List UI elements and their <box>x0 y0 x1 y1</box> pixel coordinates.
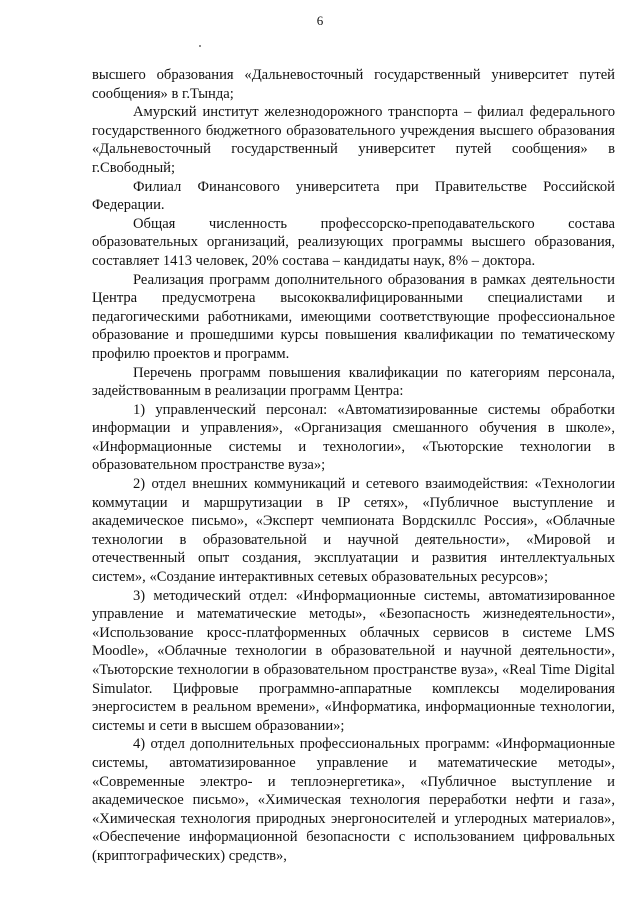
paragraph-finance-university: Филиал Финансового университета при Правительстве Российской Федерации. <box>92 178 615 214</box>
paragraph-programs-implementation: Реализация программ дополнительного образования в рамках деятельности Центра предусмотрена высококвалифицированными специалистами и педагогическими работниками, имеющими соответствующие профессиональное образование и прошедшими курсы повышения квалификации по тематическому профилю проектов и программ. <box>92 271 615 362</box>
list-item-additional-programs: 4) отдел дополнительных профессиональных программ: «Информационные системы, автоматизированное управление и математические методы», «Современные электро- и теплоэнергетика», «Публичное выступление и академическое письмо», «Химическая технология переработки нефти и газа», «Химическая технология природных энергоносителей и углеродных материалов», «Обеспечение информационной безопасности с использованием цифровальных (криптографических) средств», <box>92 736 615 864</box>
list-item-methodical-department: 3) методический отдел: «Информационные системы, автоматизированное управление и математические методы», «Безопасность жизнедеятельности», «Использование кросс-платформенных облачных сервисов в системе LMS Moodle», «Облачные технологии в образовательной и научной деятельности», «Тьюторские технологии в образовательном пространстве вуза», «Real Time Digital Simulator. Цифровые программно-аппаратные комплексы моделирования энергосистем в реальном времени», «Информатика, информационные технологии, системы и сети в высшем образовании»; <box>92 587 615 734</box>
paragraph-amur-institute: Амурский институт железнодорожного транспорта – филиал федерального государственного бюджетного образовательного учреждения высшего образования «Дальневосточный государственный университет путей сообщения» в г.Свободный; <box>92 104 615 176</box>
paragraph-staff-count: Общая численность профессорско-преподавательского состава образовательных организаций, реализующих программы высшего образования, составляет 1413 человек, 20% состава – кандидаты наук, 8% – доктора. <box>92 215 615 269</box>
paragraph-continuation: высшего образования «Дальневосточный государственный университет путей сообщения» в г.Тында; <box>92 67 615 102</box>
page-number: 6 <box>316 13 324 28</box>
document-body <box>92 66 615 866</box>
list-item-management: 1) управленческий персонал: «Автоматизированные системы обработки информации и управления», «Организация смешанного обучения в школе», «Информационные системы и технологии», «Тьюторские технологии в образовательном пространстве вуза»; <box>92 401 615 474</box>
list-item-external-communications: 2) отдел внешних коммуникаций и сетевого взаимодействия: «Технологии коммутации и маршрутизации в IP сетях», «Публичное выступление и академическое письмо», «Эксперт чемпионата Вордскиллс Россия», «Облачные технологии в образовательной и научной деятельности», «Мировой и отечественный опыт создания, эксплуатации и развития интеллектуальных систем», «Создание интерактивных сетевых образовательных ресурсов»; <box>92 476 615 586</box>
paragraph-training-list-intro: Перечень программ повышения квалификации по категориям персонала, задействованным в реализации программ Центра: <box>92 364 615 400</box>
scan-speck <box>199 45 201 47</box>
